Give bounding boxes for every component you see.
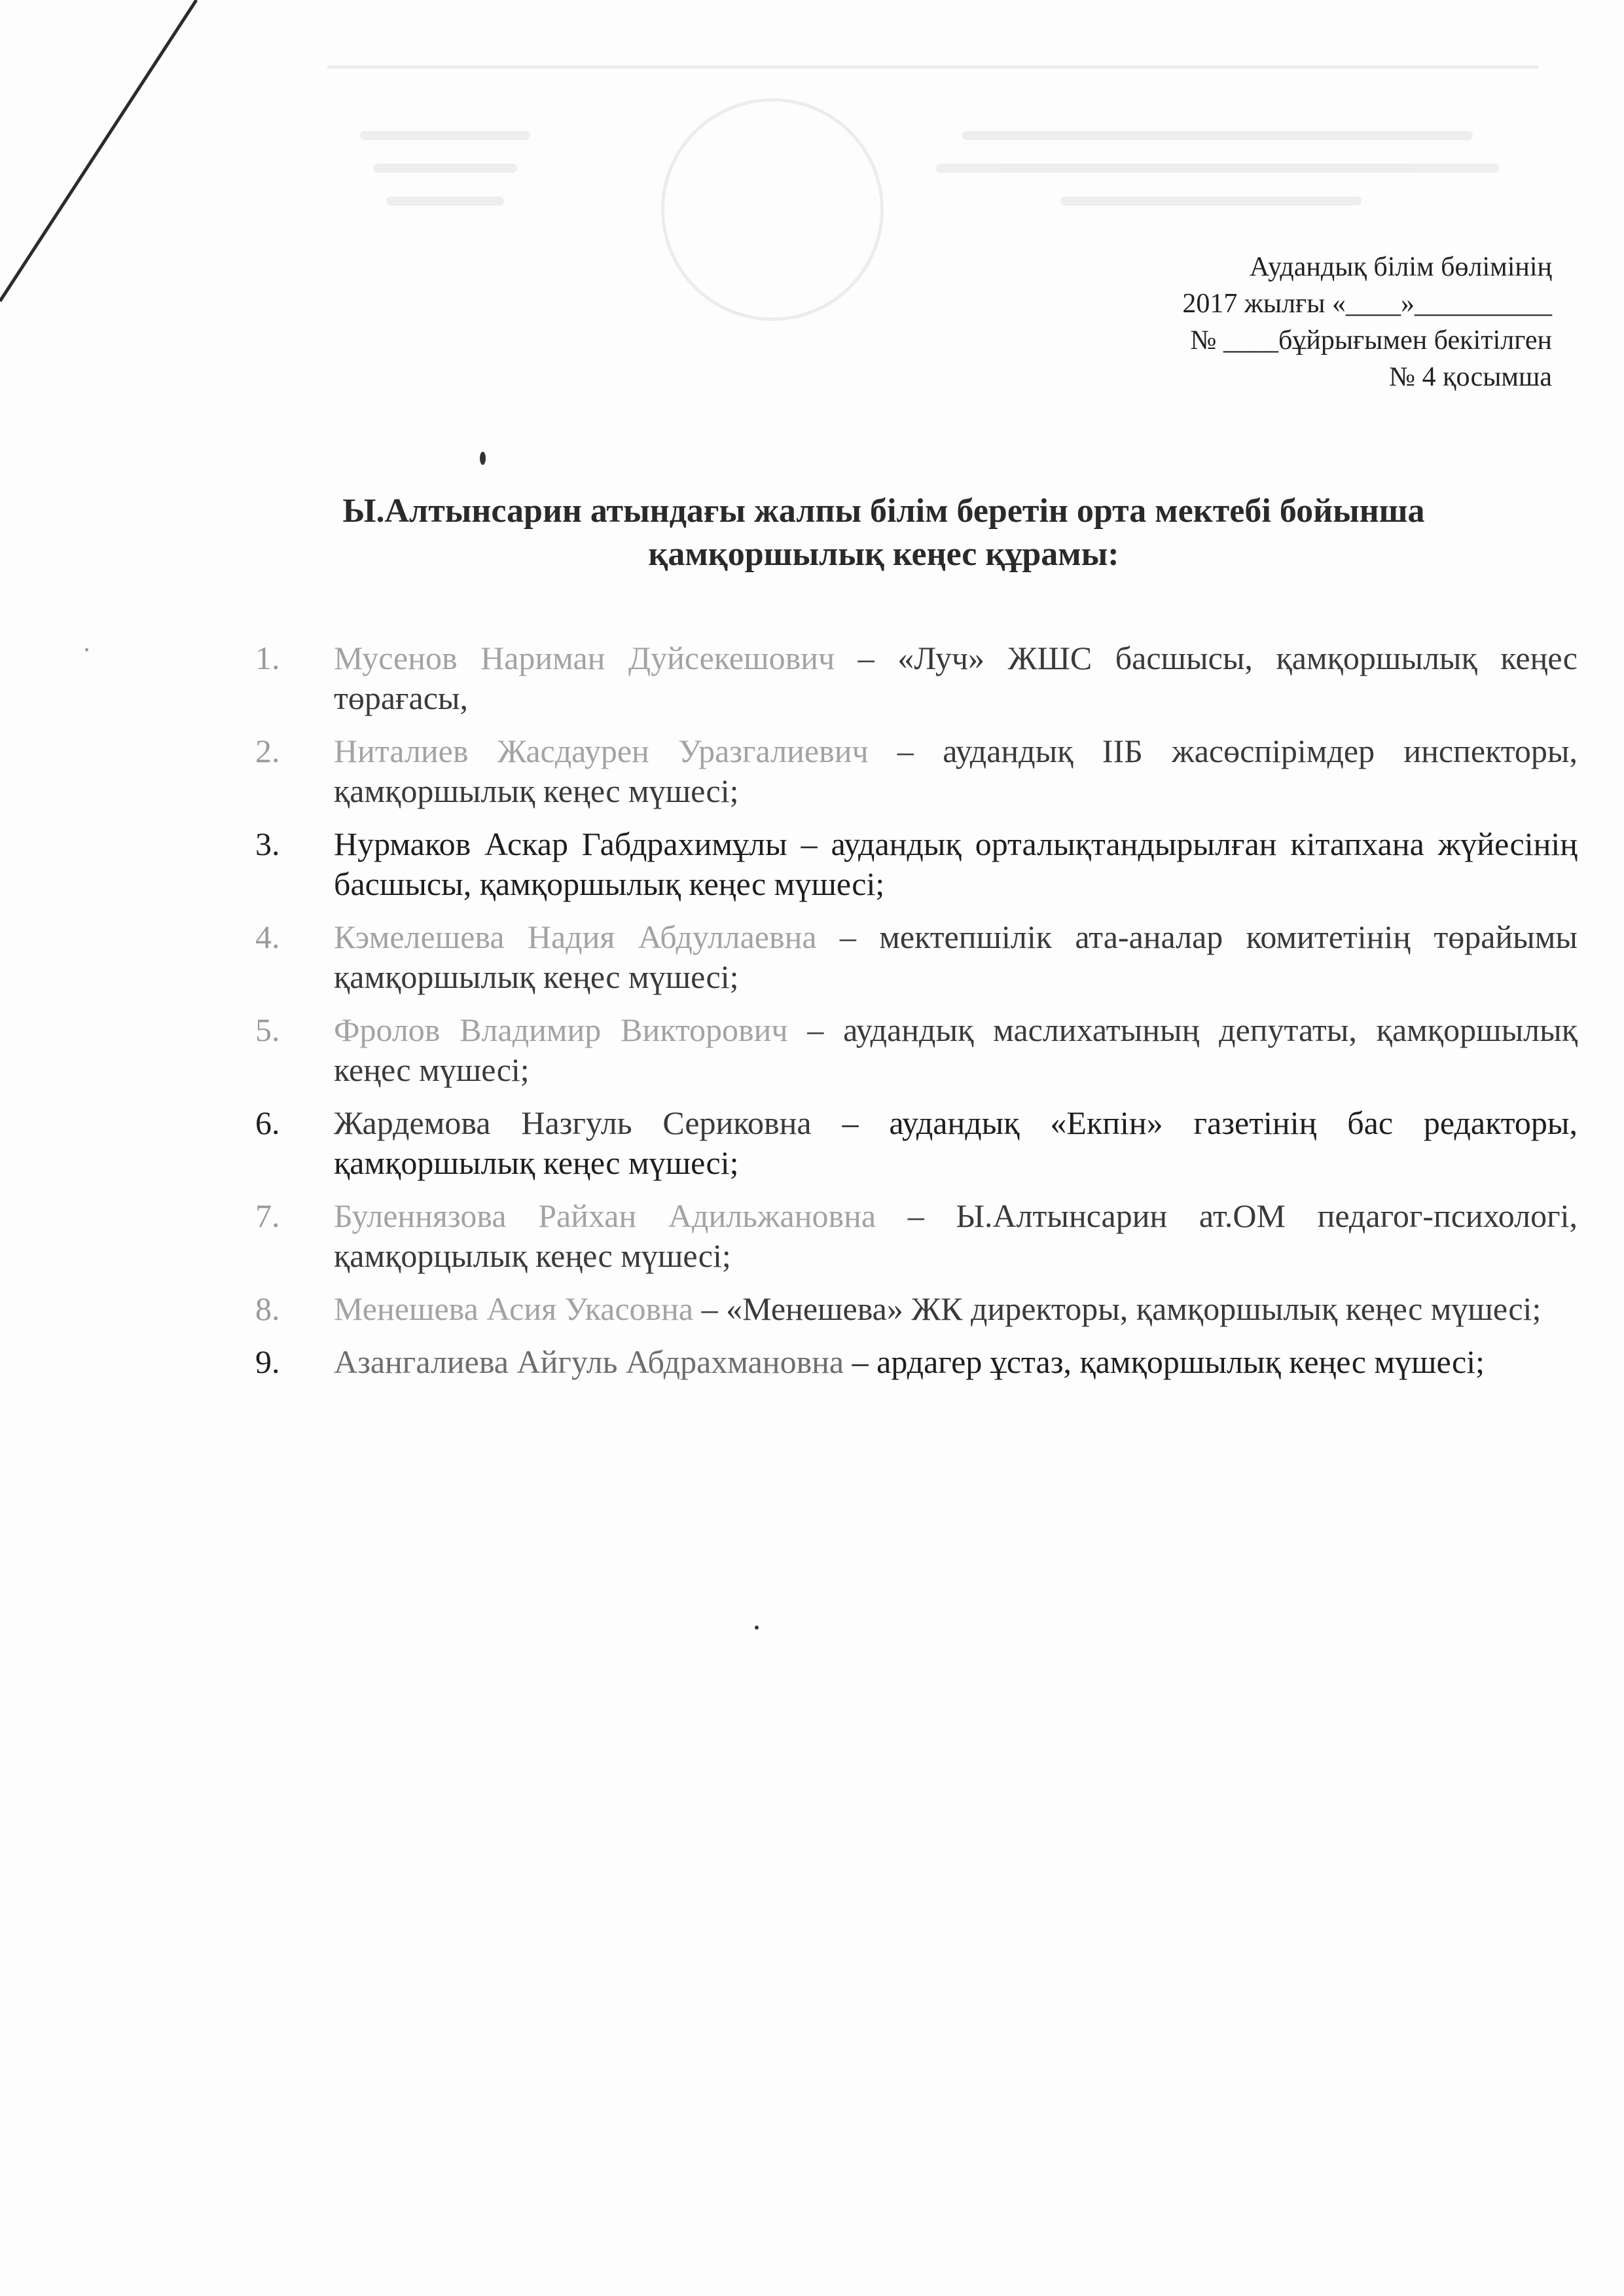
member-name: Азангалиева Айгуль Абдрахмановна (334, 1343, 844, 1380)
member-name: Фролов Владимир Викторович (334, 1011, 788, 1048)
approval-line-department: Аудандық білім бөлімінің (1249, 252, 1552, 282)
title-line-2: қамқоршылық кеңес құрамы: (648, 536, 1119, 573)
approval-block (963, 249, 1552, 395)
faint-bleedthrough-header (308, 46, 1551, 268)
scan-speck (85, 648, 88, 651)
member-role: – аудандық ІІБ жасөспірімдер инспекторы, қамқоршылық кеңес мүшесі; (334, 733, 1578, 809)
list-item (255, 917, 1578, 997)
member-name: Жардемова Назгуль Сериковна (334, 1104, 812, 1141)
list-item (255, 824, 1578, 904)
item-number: 3. (255, 826, 280, 862)
list-item (255, 731, 1578, 811)
member-role: – мектепшілік ата-аналар комитетінің төрайымы қамқоршылық кеңес мүшесі; (334, 919, 1578, 995)
item-number: 8. (255, 1290, 280, 1327)
member-role: – «Менешева» ЖК директоры, қамқоршылық кеңес мүшесі; (693, 1290, 1542, 1327)
approval-line-date: 2017 жылғы «____»__________ (1182, 289, 1552, 319)
members-list (255, 638, 1578, 1395)
member-name: Буленнязова Райхан Адильжановна (334, 1197, 876, 1234)
item-number: 7. (255, 1197, 280, 1234)
list-item (255, 1010, 1578, 1090)
member-role: – Ы.Алтынсарин ат.ОМ педагог-психологі, қамқорцылық кеңес мүшесі; (334, 1197, 1578, 1274)
list-item (255, 638, 1578, 718)
item-number: 2. (255, 733, 280, 769)
scan-speck (755, 1626, 759, 1630)
item-number: 4. (255, 919, 280, 955)
member-name: Кэмелешева Надия Абдуллаевна (334, 919, 817, 955)
member-name: Мусенов Нариман Дуйсекешович (334, 640, 835, 676)
faint-seal-stamp (661, 98, 884, 321)
list-item (255, 1342, 1578, 1382)
item-number: 6. (255, 1104, 280, 1141)
member-role: – аудандық орталықтандырылған кітапхана жүйесінің басшысы, қамқоршылық кеңес мүшесі; (334, 826, 1578, 902)
list-item (255, 1196, 1578, 1276)
scan-speck (480, 452, 486, 465)
list-item (255, 1289, 1578, 1329)
approval-line-order: № ____бұйрығымен бекітілген (1190, 325, 1552, 355)
member-role: – ардагер ұстаз, қамқоршылық кеңес мүшесі; (844, 1343, 1485, 1380)
member-role: – аудандық маслихатының депутаты, қамқоршылық кеңес мүшесі; (334, 1011, 1578, 1088)
list-item (255, 1103, 1578, 1183)
document-title (196, 490, 1571, 576)
item-number: 5. (255, 1011, 280, 1048)
approval-line-appendix: № 4 қосымша (1389, 362, 1552, 392)
scan-edge-line (0, 0, 275, 327)
item-number: 1. (255, 640, 280, 676)
member-name: Менешева Асия Укасовна (334, 1290, 694, 1327)
member-name: Ниталиев Жасдаурен Уразгалиевич (334, 733, 869, 769)
item-number: 9. (255, 1343, 280, 1380)
member-role: – «Луч» ЖШС басшысы, қамқоршылық кеңес төрағасы, (334, 640, 1578, 716)
member-role: – аудандық «Екпін» газетінің бас редакторы, қамқоршылық кеңес мүшесі; (334, 1104, 1578, 1181)
member-name: Нурмаков Аскар Габдрахимұлы (334, 826, 787, 862)
title-line-1: Ы.Алтынсарин атындағы жалпы білім беретін орта мектебі бойынша (342, 492, 1425, 530)
